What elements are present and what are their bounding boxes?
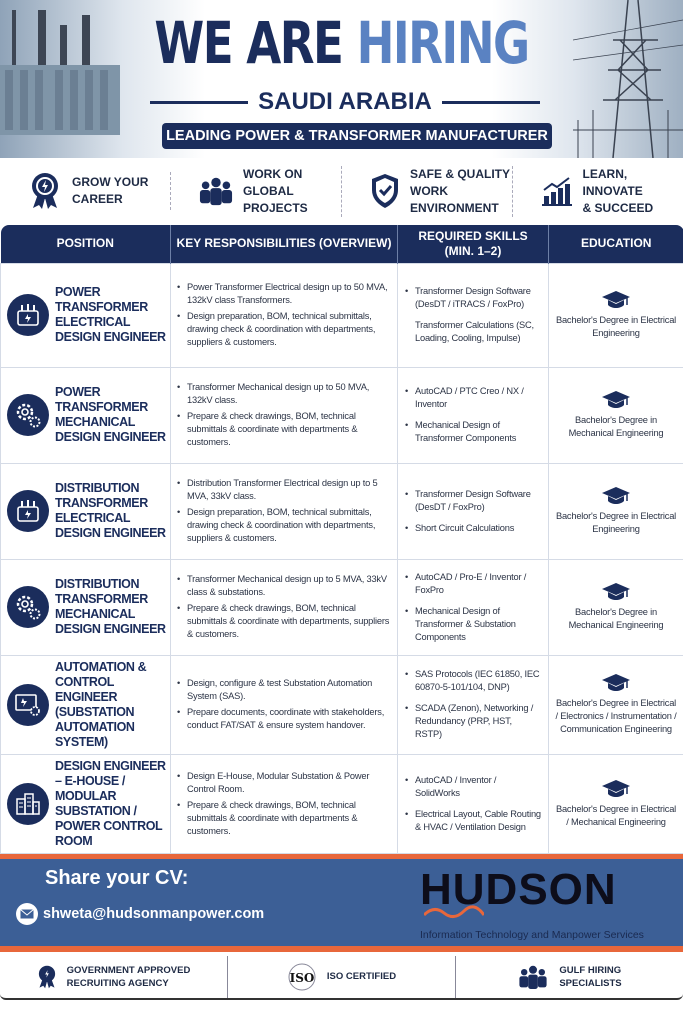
position-title: DISTRIBUTION TRANSFORMER MECHANICAL DESIGN ENGINEER (55, 577, 166, 636)
position-cell (1, 655, 171, 754)
education-text: Bachelor's Degree in Electrical / Mechanical Engineering (555, 803, 677, 827)
perk-item (513, 166, 683, 217)
location-text: SAUDI ARABIA (258, 88, 432, 115)
education-text: Bachelor's Degree in Mechanical Engineering (568, 415, 664, 438)
hudson-logo (420, 865, 670, 945)
position-cell (1, 367, 171, 463)
badge-item (228, 956, 456, 998)
table-row (1, 559, 683, 655)
skill-item: • Electrical Layout, Cable Routing & HVAC / Ventilation Design (405, 808, 541, 834)
skill-item: • SAS Protocols (IEC 61850, IEC 60870-5-101/104, DNP) (405, 668, 541, 694)
transformer-icon (7, 490, 49, 532)
badge-label: GULF HIRING SPECIALISTS (559, 964, 622, 989)
logo-tagline: Information Technology and Manpower Services (420, 928, 644, 941)
team-icon (517, 965, 549, 989)
page-title (75, 8, 608, 78)
education-text: Bachelor's Degree in Electrical Engineering (555, 511, 677, 534)
table-row (1, 263, 683, 367)
responsibility-item: • Prepare & check drawings, BOM, technical submittals & coordinate with departments & customers. (177, 410, 391, 449)
perk-label: WORK ON GLOBAL PROJECTS (243, 166, 308, 215)
responsibility-item: • Design, configure & test Substation Automation System (SAS). (177, 677, 391, 703)
badge-label: GOVERNMENT APPROVED RECRUITING AGENCY (66, 964, 191, 989)
position-title: AUTOMATION & CONTROL ENGINEER (SUBSTATION AUTOMATION SYSTEM) (55, 659, 147, 749)
trust-badges (0, 956, 683, 1000)
skill-item: • Transformer Design Software (DesDT / FoxPro) (405, 488, 541, 514)
skill-item: • AutoCAD / Inventor / SolidWorks (405, 774, 541, 800)
position-cell (1, 263, 171, 367)
col-header-position: POSITION (1, 225, 171, 263)
responsibilities-cell (171, 463, 398, 559)
skill-item: • Mechanical Design of Transformer Components (405, 419, 541, 445)
svg-text:ISO: ISO (289, 970, 315, 985)
education-cell (549, 463, 683, 559)
skills-cell (398, 367, 549, 463)
position-cell (1, 559, 171, 655)
hero-banner (0, 0, 683, 158)
skills-cell (398, 263, 549, 367)
position-title: DESIGN ENGINEER – E-HOUSE / MODULAR SUBSTATION / POWER CONTROL ROOM (55, 758, 166, 848)
responsibility-item: • Distribution Transformer Electrical design up to 5 MVA, 33kV class. (177, 477, 391, 503)
mail-icon (16, 903, 38, 925)
col-header-education: EDUCATION (549, 225, 683, 263)
education-text: Bachelor's Degree in Mechanical Engineering (568, 607, 664, 630)
share-cv-heading: Share your CV: (45, 866, 189, 889)
education-cell (549, 559, 683, 655)
responsibility-item: • Prepare & check drawings, BOM, technical submittals & coordinate with departments & customers. (177, 799, 391, 838)
graduation-cap-icon (601, 290, 631, 310)
email-link[interactable]: shweta@hudsonmanpower.com (43, 905, 265, 922)
position-title: DISTRIBUTION TRANSFORMER ELECTRICAL DESIGN ENGINEER (55, 481, 166, 540)
perk-item (0, 172, 171, 210)
education-cell (549, 367, 683, 463)
table-row (1, 463, 683, 559)
responsibilities-cell (171, 559, 398, 655)
position-cell (1, 463, 171, 559)
skills-cell (398, 463, 549, 559)
shield-check-icon (370, 172, 400, 210)
table-row (1, 754, 683, 853)
gears-icon (7, 586, 49, 628)
logo-name: HUDSON (420, 864, 617, 914)
responsibilities-cell (171, 367, 398, 463)
iso-icon (287, 962, 317, 992)
tagline-banner: LEADING POWER & TRANSFORMER MANUFACTURER (162, 123, 552, 149)
responsibility-item: • Transformer Mechanical design up to 50 MVA, 132kV class. (177, 381, 391, 407)
graduation-cap-icon (601, 779, 631, 799)
responsibility-item: • Design preparation, BOM, technical submittals, drawing check & coordination with departments, suppliers & customers. (177, 506, 391, 545)
award-icon (37, 964, 57, 990)
automation-icon (7, 684, 49, 726)
badge-label: ISO CERTIFIED (326, 971, 397, 982)
badge-item (0, 956, 228, 998)
responsibility-item: • Design preparation, BOM, technical submittals, drawing check & coordination with departments, suppliers & customers. (177, 310, 391, 349)
skills-cell (398, 655, 549, 754)
share-cv-band (0, 854, 683, 952)
perks-row (0, 162, 683, 220)
title-part-1: WE ARE (154, 9, 343, 77)
perk-item (342, 166, 513, 217)
skill-item: • AutoCAD / Pro-E / Inventor / FoxPro (405, 571, 541, 597)
skill-item: • SCADA (Zenon), Networking / Redundancy (PRP, HST, RSTP) (405, 702, 541, 741)
perk-item (171, 166, 342, 217)
badge-item (456, 956, 683, 998)
responsibility-item: • Prepare & check drawings, BOM, technical submittals & coordinate with departments, suppliers & customers. (177, 602, 391, 641)
skill-item: • Mechanical Design of Transformer & Substation Components (405, 605, 541, 644)
graduation-cap-icon (601, 582, 631, 602)
responsibility-item: • Design E-House, Modular Substation & Power Control Room. (177, 770, 391, 796)
email-contact[interactable] (16, 903, 264, 925)
education-cell (549, 754, 683, 853)
education-cell (549, 655, 683, 754)
position-title: POWER TRANSFORMER MECHANICAL DESIGN ENGINEER (55, 385, 166, 444)
position-cell (1, 754, 171, 853)
gears-icon (7, 394, 49, 436)
title-part-2: HIRING (356, 9, 529, 77)
award-icon (28, 172, 62, 210)
responsibilities-cell (171, 655, 398, 754)
responsibility-item: • Power Transformer Electrical design up to 50 MVA, 132kV class Transformers. (177, 281, 391, 307)
skills-cell (398, 559, 549, 655)
table-row (1, 367, 683, 463)
perk-label: SAFE & QUALITY WORK ENVIRONMENT (410, 166, 511, 215)
education-cell (549, 263, 683, 367)
wave-icon (424, 905, 484, 919)
graduation-cap-icon (601, 390, 631, 410)
responsibility-item: • Transformer Mechanical design up to 5 MVA, 33kV class & substations. (177, 573, 391, 599)
col-header-skills: REQUIRED SKILLS (MIN. 1–2) (398, 225, 549, 263)
education-text: Bachelor's Degree in Electrical / Electronics / Instrumentation / Communication Engineering (555, 698, 677, 734)
responsibilities-cell (171, 754, 398, 853)
positions-table (0, 225, 683, 854)
perk-label: LEARN, INNOVATE & SUCCEED (582, 166, 654, 215)
responsibilities-cell (171, 263, 398, 367)
graduation-cap-icon (601, 486, 631, 506)
skill-item: • Short Circuit Calculations (405, 522, 541, 535)
skill-item: Transformer Calculations (SC, Loading, Cooling, Impulse) (415, 320, 534, 343)
location-heading (150, 88, 540, 116)
perk-label: GROW YOUR CAREER (72, 175, 149, 206)
responsibility-item: • Prepare documents, coordinate with stakeholders, conduct FAT/SAT & ensure system handover. (177, 706, 391, 732)
position-title: POWER TRANSFORMER ELECTRICAL DESIGN ENGINEER (55, 285, 166, 344)
col-header-responsibilities: KEY RESPONSIBILITIES (OVERVIEW) (171, 225, 398, 263)
team-icon (199, 172, 233, 210)
building-icon (7, 783, 49, 825)
skills-cell (398, 754, 549, 853)
table-header-row (1, 225, 683, 263)
table-row (1, 655, 683, 754)
education-text: Bachelor's Degree in Electrical Engineering (555, 315, 677, 338)
growth-chart-icon (541, 172, 573, 210)
transformer-icon (7, 294, 49, 336)
skill-item: • AutoCAD / PTC Creo / NX / Inventor (405, 385, 541, 411)
graduation-cap-icon (601, 673, 631, 693)
skill-item: • Transformer Design Software (DesDT / iTRACS / FoxPro) (405, 285, 541, 311)
